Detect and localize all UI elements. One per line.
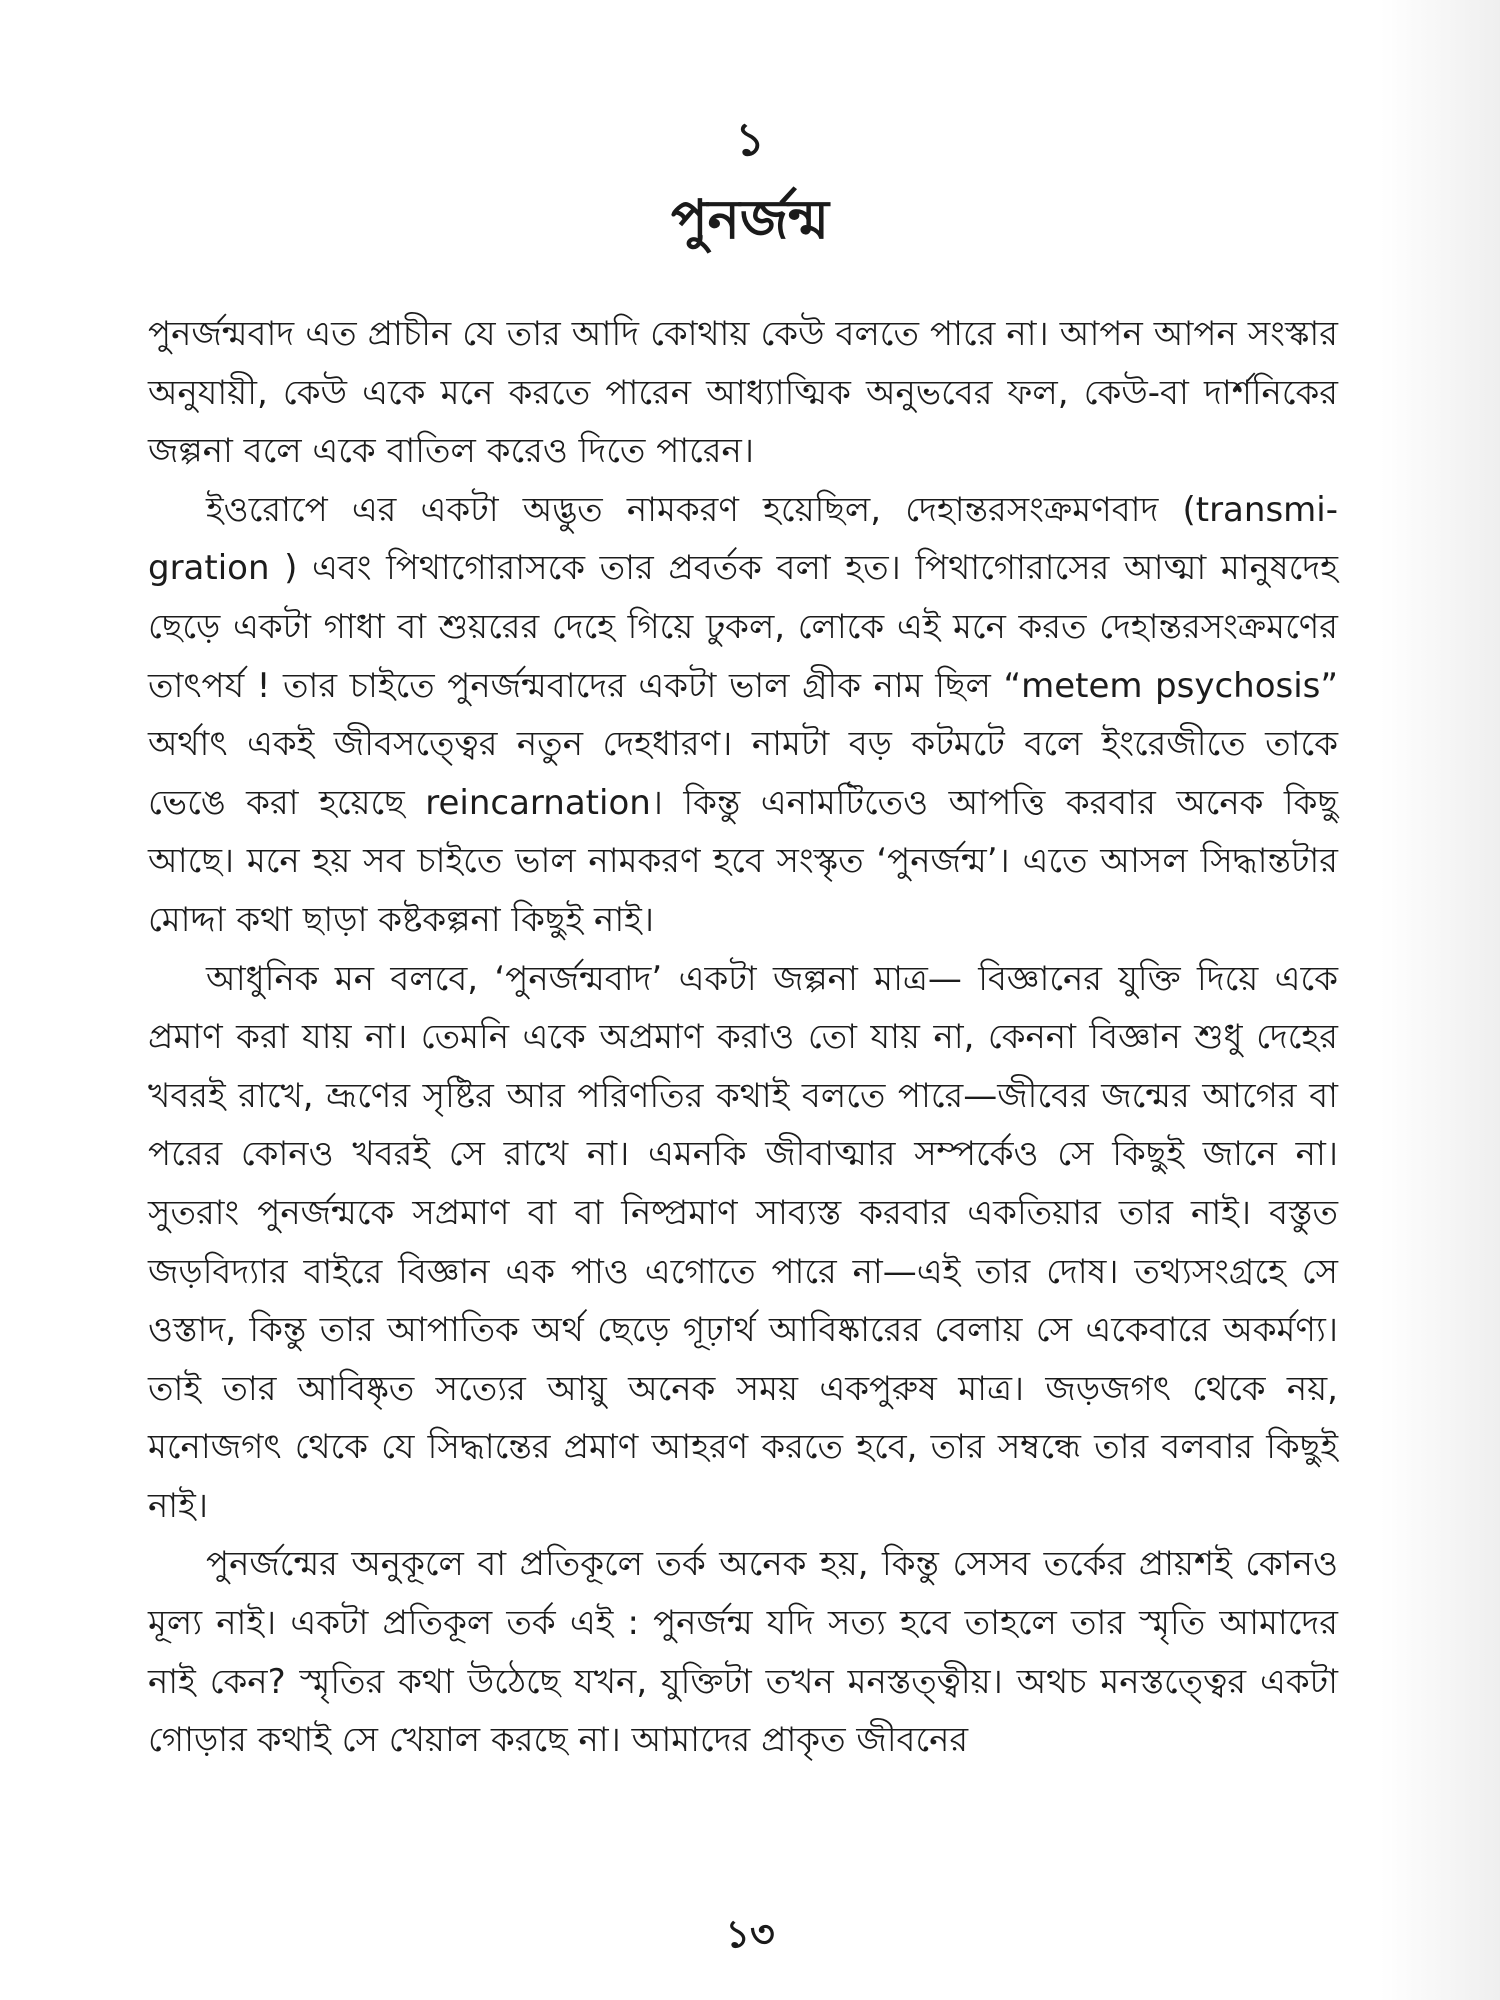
- page-number: ১৩: [725, 1912, 775, 1956]
- paragraph-3: আধুনিক মন বলবে, ‘পুনর্জন্মবাদ’ একটা জল্পনা মাত্র— বিজ্ঞানের যুক্তি দিয়ে একে প্রমাণ করা যায় না। তেমনি একে অপ্রমাণ করাও তো যায় না, কেননা বিজ্ঞান শুধু দেহের খবরই রাখে, ভ্রূণের সৃষ্টির আর পরিণতির কথাই বলতে পারে—জীবের জন্মের আগের বা পরের কোনও খবরই সে রাখে না। এমনকি জীবাত্মার সম্পর্কেও সে কিছুই জানে না। সুতরাং পুনর্জন্মকে সপ্রমাণ বা বা নিষ্প্রমাণ সাব্যস্ত করবার একতিয়ার তার নাই। বস্তুত জড়বিদ্যার বাইরে বিজ্ঞান এক পাও এগোতে পারে না—এই তার দোষ। তথ্যসংগ্রহে সে ওস্তাদ, কিন্তু তার আপাতিক অর্থ ছেড়ে গূঢ়ার্থ আবিষ্কারের বেলায় সে একেবারে অকর্মণ্য। তাই তার আবিষ্কৃত সত্যের আয়ু অনেক সময় একপুরুষ মাত্র। জড়জগৎ থেকে নয়, মনোজগৎ থেকে যে সিদ্ধান্তের প্রমাণ আহরণ করতে হবে, তার সম্বন্ধে তার বলবার কিছুই নাই।: [148, 958, 1338, 1526]
- page-edge-shadow: [1380, 0, 1500, 2000]
- paragraph-1: পুনর্জন্মবাদ এত প্রাচীন যে তার আদি কোথায় কেউ বলতে পারে না। আপন আপন সংস্কার অনুযায়ী, কেউ একে মনে করতে পারেন আধ্যাত্মিক অনুভবের ফল, কেউ-বা দার্শনিকের জল্পনা বলে একে বাতিল করেও দিতে পারেন।: [148, 314, 1338, 472]
- paragraph-4: পুনর্জন্মের অনুকূলে বা প্রতিকূলে তর্ক অনেক হয়, কিন্তু সেসব তর্কের প্রায়শই কোনও মূল্য নাই। একটা প্রতিকূল তর্ক এই : পুনর্জন্ম যদি সত্য হবে তাহলে তার স্মৃতি আমাদের নাই কেন? স্মৃতির কথা উঠেছে যখন, যুক্তিটা তখন মনস্তত্ত্বীয়। অথচ মনস্তত্ত্বের একটা গোড়ার কথাই সে খেয়াল করছে না। আমাদের প্রাকৃত জীবনের: [148, 1544, 1338, 1761]
- chapter-number: ১: [735, 112, 765, 166]
- paragraph-2: ইওরোপে এর একটা অদ্ভুত নামকরণ হয়েছিল, দেহান্তরসংক্রমণবাদ (transmi-gration ) এবং পিথাগোরাসকে তার প্রবর্তক বলা হত। পিথাগোরাসের আত্মা মানুষদেহ ছেড়ে একটা গাধা বা শুয়রের দেহে গিয়ে ঢুকল, লোকে এই মনে করত দেহান্তরসংক্রমণের তাৎপর্য ! তার চাইতে পুনর্জন্মবাদের একটা ভাল গ্রীক নাম ছিল “metem psychosis” অর্থাৎ একই জীবসত্ত্বের নতুন দেহধারণ। নামটা বড় কটমটে বলে ইংরেজীতে তাকে ভেঙে করা হয়েছে reincarnation। কিন্তু এনামটিতেও আপত্তি করবার অনেক কিছু আছে। মনে হয় সব চাইতে ভাল নামকরণ হবে সংস্কৃত ‘পুনর্জন্ম’। এতে আসল সিদ্ধান্তটার মোদ্দা কথা ছাড়া কষ্টকল্পনা কিছুই নাই।: [148, 489, 1338, 940]
- chapter-title: পুনর্জন্ম: [670, 188, 830, 251]
- chapter-body: [148, 305, 1338, 1770]
